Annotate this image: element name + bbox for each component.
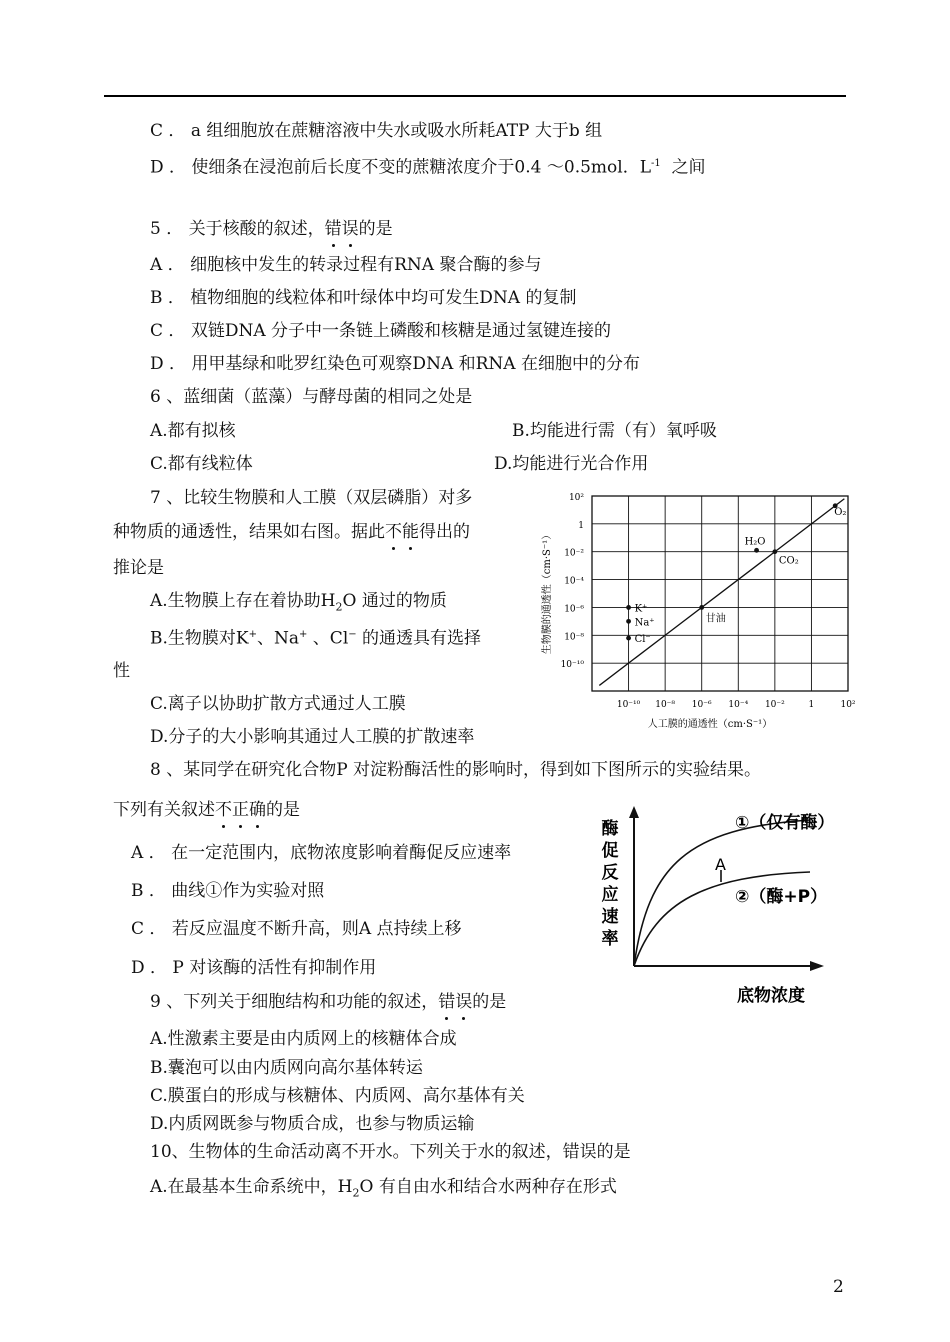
chart2-y-arrow	[629, 806, 639, 818]
data-point-label: 甘油	[705, 613, 726, 625]
q6-option-c: C.都有线粒体	[150, 454, 253, 474]
q7-option-d: D.分子的大小影响其通过人工膜的扩散速率	[150, 727, 475, 747]
point-a-label: A	[715, 855, 726, 874]
q6-stem: 6 、蓝细菌（蓝藻）与酵母菌的相同之处是	[150, 387, 473, 407]
data-point	[626, 619, 631, 624]
q8-option-b: B ． 曲线①作为实验对照	[131, 881, 325, 901]
x-tick-label: 10⁻⁸	[655, 700, 676, 710]
q5-option-b: B ． 植物细胞的线粒体和叶绿体中均可发生DNA 的复制	[150, 288, 577, 308]
q5-option-a: A ． 细胞核中发生的转录过程有RNA 聚合酶的参与	[150, 255, 542, 275]
data-point	[699, 605, 704, 610]
data-point-label: O₂	[834, 506, 847, 518]
y-tick-label: 10⁻¹⁰	[560, 660, 584, 671]
x-tick-label: 10⁻⁶	[691, 700, 712, 710]
chart2-ylabel-char: 率	[601, 929, 619, 949]
x-tick-label: 10⁻¹⁰	[616, 700, 641, 710]
q5-option-d: D ． 用甲基绿和吡罗红染色可观察DNA 和RNA 在细胞中的分布	[150, 354, 640, 374]
y-tick-label: 10⁻⁸	[564, 632, 584, 643]
enzyme-rate-chart	[596, 806, 846, 1012]
y-tick-label: 10²	[568, 493, 584, 503]
q4-option-c: C ． a 组细胞放在蔗糖溶液中失水或吸水所耗ATP 大于b 组	[150, 121, 603, 141]
q10-option-a: A.在最基本生命系统中，$H_2O$ 有自由水和结合水两种存在形式	[150, 1177, 617, 1200]
permeability-chart	[530, 484, 860, 734]
x-tick-label: 10⁻⁴	[728, 700, 749, 710]
data-point	[772, 549, 777, 554]
data-point	[626, 636, 631, 641]
q9-option-a: A.性激素主要是由内质网上的核糖体合成	[150, 1029, 457, 1049]
q6-option-b: B.均能进行需（有）氧呼吸	[512, 421, 717, 441]
page-number: 2	[833, 1277, 844, 1297]
q5-option-c: C ． 双链DNA 分子中一条链上磷酸和核糖是通过氢键连接的	[150, 321, 611, 341]
chart2-ylabel	[602, 818, 619, 949]
q9-stem: 9 、下列关于细胞结构和功能的叙述，错误的是	[150, 992, 507, 1012]
chart1-xlabel: 人工膜的通透性（cm·S⁻¹）	[647, 719, 773, 730]
data-point-label: Cl⁻	[634, 634, 651, 646]
q8-option-a: A ． 在一定范围内，底物浓度影响着酶促反应速率	[131, 843, 512, 863]
data-point-label: H₂O	[744, 536, 766, 548]
reference-line	[599, 499, 847, 686]
header-rule	[104, 95, 846, 97]
q7-option-c: C.离子以协助扩散方式通过人工膜	[150, 694, 406, 714]
q9-option-b: B.囊泡可以由内质网向高尔基体转运	[150, 1058, 423, 1078]
x-tick-label: 1	[808, 700, 815, 710]
q10-stem: 10、生物体的生命活动离不开水。下列关于水的叙述，错误的是	[150, 1142, 631, 1162]
q7-stem-line3: 推论是	[113, 558, 164, 578]
y-tick-label: 1	[578, 520, 584, 531]
chart2-x-arrow	[810, 961, 824, 971]
q7-option-a: A.生物膜上存在着协助$H_2O$ 通过的物质	[150, 591, 447, 614]
q7-option-b-cont: 性	[113, 661, 130, 681]
data-point	[626, 605, 631, 610]
q8-option-d: D ． P 对该酶的活性有抑制作用	[131, 958, 377, 978]
q9-option-c: C.膜蛋白的形成与核糖体、内质网、高尔基体有关	[150, 1086, 525, 1106]
q7-option-b: B.生物膜对K+、Na+ 、Cl− 的通透具有选择	[150, 628, 482, 649]
data-point-label: K⁺	[634, 603, 648, 615]
chart2-xlabel: 底物浓度	[737, 986, 805, 1006]
q8-substem: 下列有关叙述不正确的是	[113, 800, 300, 820]
q7-stem-line2: 种物质的通透性，结果如右图。据此不能得出的	[113, 522, 470, 542]
q8-stem: 8 、某同学在研究化合物P 对淀粉酶活性的影响时，得到如下图所示的实验结果。	[150, 760, 762, 780]
q7-stem-line1: 7 、比较生物膜和人工膜（双层磷脂）对多	[150, 488, 473, 508]
chart2-ylabel-char: 应	[601, 885, 619, 905]
curve1-label: ①（仅有酶）	[735, 813, 835, 833]
y-tick-label: 10⁻⁴	[564, 576, 584, 587]
x-tick-label: 10²	[840, 700, 856, 710]
q9-option-d: D.内质网既参与物质合成，也参与物质运输	[150, 1114, 475, 1134]
chart2-ylabel-char: 酶	[601, 819, 619, 839]
chart2-ylabel-char: 速	[601, 907, 619, 927]
data-point	[754, 548, 759, 553]
q4-option-d: D ． 使细条在浸泡前后长度不变的蔗糖浓度介于0.4 ～0.5mol．$L^{-1}$ 之间	[150, 157, 706, 178]
q6-option-d: D.均能进行光合作用	[494, 454, 649, 474]
curve2-label: ②（酶+P）	[735, 887, 828, 907]
q5-stem: 5 ． 关于核酸的叙述，错误的是	[150, 219, 393, 239]
data-point-label: Na⁺	[634, 617, 655, 629]
y-tick-label: 10⁻²	[564, 548, 584, 559]
chart2-ylabel-char: 反	[601, 863, 619, 883]
data-point-label: CO₂	[778, 555, 799, 567]
q6-option-a: A.都有拟核	[150, 421, 236, 441]
q8-option-c: C ． 若反应温度不断升高，则A 点持续上移	[131, 919, 462, 939]
y-tick-label: 10⁻⁶	[564, 604, 584, 615]
chart2-ylabel-char: 促	[601, 841, 619, 861]
chart1-ylabel: 生物膜的通透性（cm·S⁻¹）	[542, 529, 553, 655]
x-tick-label: 10⁻²	[764, 700, 785, 710]
